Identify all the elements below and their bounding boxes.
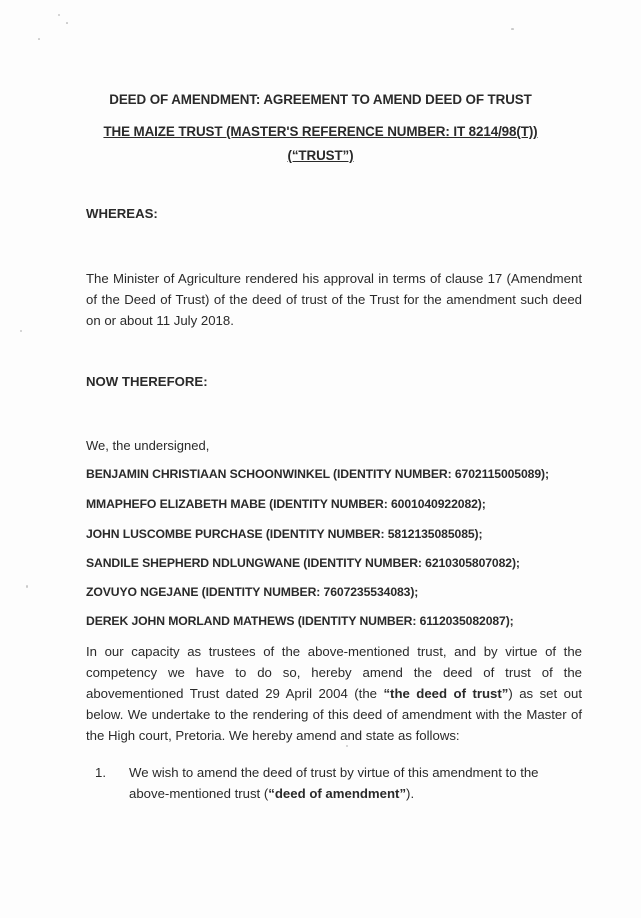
scan-speck [66,22,68,24]
whereas-paragraph: The Minister of Agriculture rendered his approval in terms of clause 17 (Amendment of the Deed of Trust) of the deed of trust of the Trust for the amendment such deed on or about 11 July 2018. [86,271,582,328]
trustee-line: BENJAMIN CHRISTIAAN SCHOONWINKEL (IDENTITY NUMBER: 6702115005089); [86,467,549,481]
scan-speck [58,14,60,16]
scan-speck [26,585,28,588]
scan-speck [511,28,514,30]
capacity-text-start: In our capacity as trustees of the above-mentioned trust, and by virtue of the competency we have to do so, hereby amend the deed of trust of the abovementioned Trust dated 29 April 2004 (the [86,644,582,701]
trustee-line: SANDILE SHEPHERD NDLUNGWANE (IDENTITY NUMBER: 6210305807082); [86,556,520,570]
item-text-start: We wish to amend the deed of trust by virtue of this amendment to the above-mentioned trust ( [129,765,539,801]
scan-speck [20,330,22,332]
item-text [129,762,581,804]
document-subtitle: THE MAIZE TRUST (MASTER'S REFERENCE NUMBER: IT 8214/98(T)) [103,124,538,139]
capacity-paragraph [86,641,582,746]
whereas-heading: WHEREAS: [86,206,158,221]
trustee-line: ZOVUYO NGEJANE (IDENTITY NUMBER: 7607235534083); [86,585,419,599]
item-text-end: ). [406,786,415,801]
trustee-line: MMAPHEFO ELIZABETH MABE (IDENTITY NUMBER: 6001040922082); [86,497,486,511]
now-therefore-heading: NOW THEREFORE: [86,374,208,389]
capacity-text-end: ) as set out below. We undertake to the rendering of this deed of amendment with the Master of the High court, Pretoria. We hereby amend and state as follows: [86,686,582,743]
document-title: DEED OF AMENDMENT: AGREEMENT TO AMEND DEED OF TRUST [109,92,532,107]
scan-speck [38,38,40,40]
defined-term-deed-of-trust: “the deed of trust” [383,686,509,701]
item-number: 1. [95,765,106,780]
document-subtitle-short-name: (“TRUST”) [287,148,354,163]
undersigned-intro: We, the undersigned, [86,438,210,453]
defined-term-deed-of-amendment: “deed of amendment” [268,786,407,801]
trustee-line: DEREK JOHN MORLAND MATHEWS (IDENTITY NUMBER: 6112035082087); [86,614,514,628]
trustee-line: JOHN LUSCOMBE PURCHASE (IDENTITY NUMBER: 5812135085085); [86,527,483,541]
